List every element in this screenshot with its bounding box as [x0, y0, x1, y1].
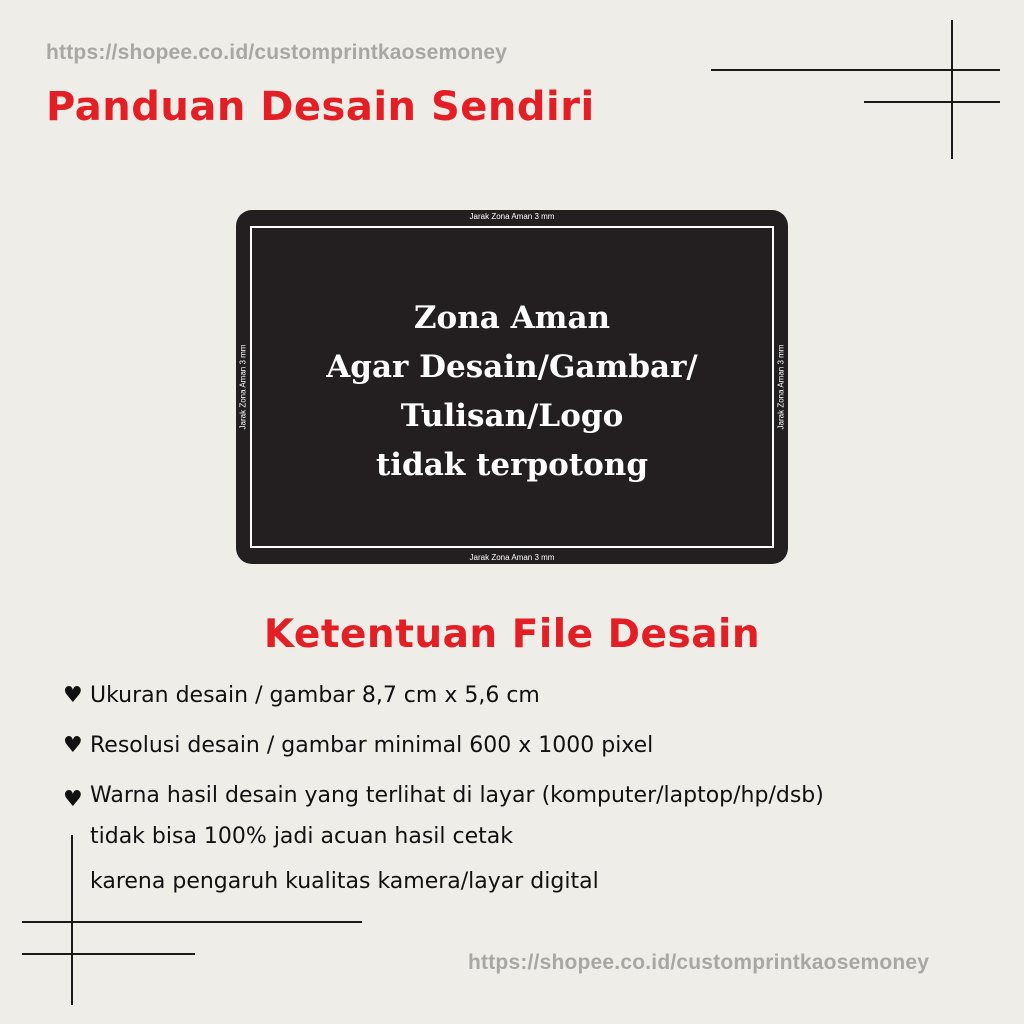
decor-line-h4	[22, 953, 195, 955]
decor-line-v1	[951, 20, 953, 159]
card-line: Agar Desain/Gambar/	[326, 349, 698, 385]
section-title: Ketentuan File Desain	[263, 612, 761, 657]
margin-label-bottom: Jarak Zona Aman 3 mm	[469, 553, 555, 562]
heart-icon: ♥	[63, 733, 83, 758]
margin-label-right: Jarak Zona Aman 3 mm	[776, 344, 786, 430]
card-line: Tulisan/Logo	[400, 398, 624, 434]
shop-url-bottom: https://shopee.co.id/customprintkaosemoney	[468, 951, 930, 974]
card-line: tidak terpotong	[375, 447, 649, 483]
decor-line-v2	[71, 835, 73, 1005]
safe-zone-card	[236, 210, 788, 564]
decor-line-h3	[22, 921, 362, 923]
rule-item: Ukuran desain / gambar 8,7 cm x 5,6 cm	[90, 683, 540, 708]
margin-label-left: Jarak Zona Aman 3 mm	[238, 344, 248, 430]
decor-line-h2	[864, 101, 1000, 103]
rule-item: Warna hasil desain yang terlihat di layar (komputer/laptop/hp/dsb)	[90, 783, 824, 808]
rule-item: Resolusi desain / gambar minimal 600 x 1000 pixel	[90, 733, 654, 758]
heart-icon: ♥	[63, 787, 83, 812]
margin-label-top: Jarak Zona Aman 3 mm	[469, 212, 555, 221]
rule-item-continued: karena pengaruh kualitas kamera/layar digital	[90, 869, 599, 894]
rule-item-continued: tidak bisa 100% jadi acuan hasil cetak	[90, 824, 514, 849]
page-title: Panduan Desain Sendiri	[46, 84, 595, 130]
decor-line-h1	[711, 69, 1000, 71]
heart-icon: ♥	[63, 683, 83, 708]
card-line: Zona Aman	[413, 300, 611, 336]
safe-zone-text	[236, 294, 788, 490]
shop-url-top: https://shopee.co.id/customprintkaosemoney	[46, 41, 508, 64]
